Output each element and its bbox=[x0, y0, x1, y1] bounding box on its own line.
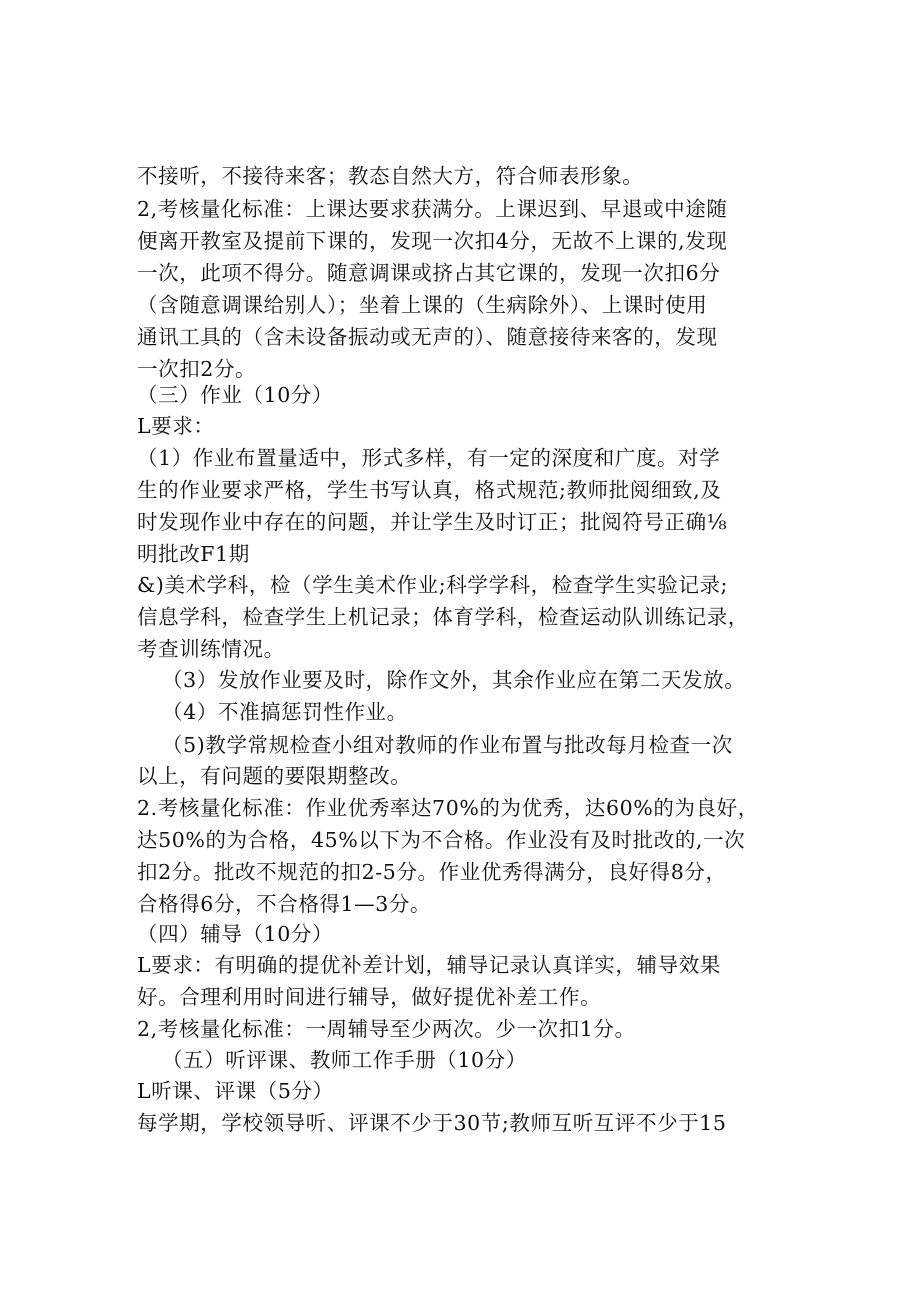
text-line: 达50%的为合格，45%以下为不合格。作业没有及时批改的,一次 bbox=[137, 828, 746, 852]
text-line: 生的作业要求严格，学生书写认真，格式规范;教师批阅细致,及 bbox=[137, 478, 722, 502]
text-line: &)美术学科，检（学生美术作业;科学学科，检查学生实验记录; bbox=[137, 573, 729, 597]
text-line: 通讯工具的（含未设备振动或无声的）、随意接待来客的，发现 bbox=[137, 325, 718, 349]
text-line: （1）作业布置量适中，形式多样，有一定的深度和广度。对学 bbox=[137, 446, 721, 470]
text-line: L要求：有明确的提优补差计划，辅导记录认真详实，辅导效果 bbox=[137, 953, 721, 977]
text-line: 以上，有问题的要限期整改。 bbox=[137, 764, 412, 788]
text-line: 一次扣2分。 bbox=[137, 357, 257, 381]
text-line: 明批改F1期 bbox=[137, 542, 250, 566]
text-line: 2,考核量化标准：一周辅导至少两次。少一次扣1分。 bbox=[137, 1017, 636, 1041]
text-line: 2,考核量化标准：上课达要求获满分。上课迟到、早退或中途随 bbox=[137, 197, 728, 221]
text-line: 不接听，不接待来客；教态自然大方，符合师表形象。 bbox=[137, 164, 644, 188]
text-line: （含随意调课给别人）；坐着上课的（生病除外）、上课时使用 bbox=[137, 293, 708, 317]
text-line: 合格得6分，不合格得1—3分。 bbox=[137, 892, 432, 916]
section-heading: （三）作业（10分） bbox=[137, 383, 334, 407]
section-heading: （四）辅导（10分） bbox=[137, 922, 334, 946]
text-line: 2.考核量化标准：作业优秀率达70%的为优秀，达60%的为良好， bbox=[137, 796, 759, 820]
text-line: （4）不准搞惩罚性作业。 bbox=[162, 700, 408, 724]
text-line: （3）发放作业要及时，除作文外，其余作业应在第二天发放。 bbox=[162, 668, 746, 692]
text-line: 时发现作业中存在的问题，并让学生及时订正；批阅符号正确⅛ bbox=[137, 510, 728, 534]
text-line: 扣2分。批改不规范的扣2-5分。作业优秀得满分，良好得8分， bbox=[137, 860, 727, 884]
text-line: 考查训练情况。 bbox=[137, 637, 285, 661]
section-heading: （五）听评课、教师工作手册（10分） bbox=[162, 1048, 527, 1072]
text-line: 每学期，学校领导听、评课不少于30节;教师互听互评不少于15 bbox=[137, 1111, 727, 1135]
text-line: 好。合理利用时间进行辅导，做好提优补差工作。 bbox=[137, 985, 602, 1009]
text-line: 便离开教室及提前下课的，发现一次扣4分，无故不上课的,发现 bbox=[137, 229, 728, 253]
text-line: 信息学科，检查学生上机记录；体育学科，检查运动队训练记录， bbox=[137, 605, 749, 629]
text-line: 一次，此项不得分。随意调课或挤占其它课的，发现一次扣6分 bbox=[137, 261, 721, 285]
text-line: L要求： bbox=[137, 414, 215, 438]
text-line: L听课、评课（5分） bbox=[137, 1079, 334, 1103]
text-line: （5)教学常规检查小组对教师的作业布置与批改每月检查一次 bbox=[162, 733, 733, 757]
